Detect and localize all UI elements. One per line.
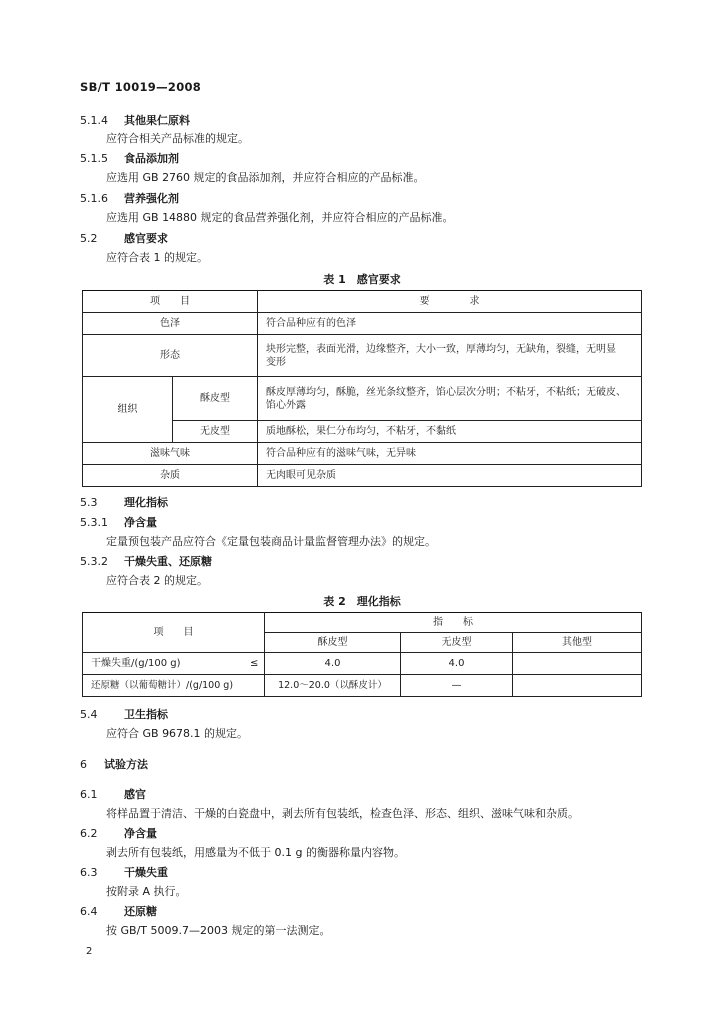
table1-sensory — [82, 290, 642, 487]
section-number: 5.3.1 — [80, 516, 108, 529]
table1-color-label: 色泽 — [83, 313, 258, 335]
section-6-2-heading — [80, 827, 157, 841]
section-5-3-1-heading — [80, 516, 157, 530]
table2-row1-noskin: 4.0 — [401, 653, 513, 675]
section-number: 5.1.6 — [80, 192, 108, 205]
section-number: 5.3.2 — [80, 555, 108, 568]
section-6-1-text: 将样品置于清洁、干燥的白瓷盘中，剥去所有包装纸，检查色泽、形态、组织、滋味气味和杂质。 — [106, 807, 579, 820]
table2-row1-symbol: ≤ — [245, 653, 265, 675]
section-6-4-heading — [80, 905, 157, 919]
section-number: 5.3 — [80, 496, 98, 509]
section-5-1-6-text: 应选用 GB 14880 规定的食品营养强化剂，并应符合相应的产品标准。 — [106, 211, 454, 224]
section-number: 6.4 — [80, 905, 98, 918]
table1-shape-label: 形态 — [83, 335, 258, 377]
table1-texture-label: 组织 — [83, 377, 173, 443]
section-title: 食品添加剂 — [124, 152, 179, 165]
section-title: 营养强化剂 — [124, 192, 179, 205]
table2-row1-crisp: 4.0 — [265, 653, 401, 675]
table1-header-req: 要 求 — [258, 291, 642, 313]
section-6-heading — [80, 758, 148, 772]
section-title: 试验方法 — [104, 758, 148, 771]
section-5-4-heading — [80, 708, 168, 722]
section-6-3-text: 按附录 A 执行。 — [106, 885, 187, 898]
section-title: 其他果仁原料 — [124, 114, 190, 127]
section-5-1-4-heading — [80, 114, 190, 128]
section-title: 感官 — [124, 788, 146, 801]
section-number: 5.4 — [80, 708, 98, 721]
section-number: 5.2 — [80, 232, 98, 245]
table1-impurity-label: 杂质 — [83, 465, 258, 487]
page-number: 2 — [86, 946, 93, 957]
table1-color-req: 符合品种应有的色泽 — [258, 313, 642, 335]
section-5-4-text: 应符合 GB 9678.1 的规定。 — [106, 727, 249, 740]
table1-crisp-req — [258, 377, 642, 421]
section-number: 6.1 — [80, 788, 98, 801]
table2-row2-noskin: — — [401, 675, 513, 697]
table2-caption: 表 2 理化指标 — [323, 595, 401, 608]
table1-header-item: 项 目 — [83, 291, 258, 313]
section-5-1-5-heading — [80, 152, 179, 166]
table1-shape-req — [258, 335, 642, 377]
table2-header-noskin: 无皮型 — [401, 633, 513, 653]
table2-header-other: 其他型 — [513, 633, 642, 653]
section-title: 还原糖 — [124, 905, 157, 918]
section-5-2-heading — [80, 232, 168, 246]
section-title: 感官要求 — [124, 232, 168, 245]
table1-taste-label: 滋味气味 — [83, 443, 258, 465]
section-5-1-5-text: 应选用 GB 2760 规定的食品添加剂，并应符合相应的产品标准。 — [106, 171, 425, 184]
table2-header-crisp: 酥皮型 — [265, 633, 401, 653]
section-5-3-heading — [80, 496, 168, 510]
section-number: 5.1.4 — [80, 114, 108, 127]
section-6-1-heading — [80, 788, 146, 802]
table1-taste-req: 符合品种应有的滋味气味，无异味 — [258, 443, 642, 465]
table2-row1-other — [513, 653, 642, 675]
table1-noskin-req: 质地酥松，果仁分布均匀，不粘牙，不黏纸 — [258, 421, 642, 443]
section-5-3-1-text: 定量预包装产品应符合《定量包装商品计量监督管理办法》的规定。 — [106, 535, 436, 548]
table2-row1-label: 干燥失重/(g/100 g) — [83, 653, 245, 675]
standard-id: SB/T 10019—2008 — [80, 80, 202, 94]
section-6-2-text: 剥去所有包装纸，用感量为不低于 0.1 g 的衡器称量内容物。 — [106, 846, 405, 859]
section-title: 净含量 — [124, 827, 157, 840]
section-number: 6.3 — [80, 866, 98, 879]
table1-crisp-req-line1: 酥皮厚薄均匀，酥脆，丝光条纹整齐，馅心层次分明；不粘牙，不粘纸；无破皮、 — [266, 386, 626, 398]
section-6-4-text: 按 GB/T 5009.7—2003 规定的第一法测定。 — [106, 924, 331, 937]
table1-impurity-req: 无肉眼可见杂质 — [258, 465, 642, 487]
table1-shape-req-line1: 块形完整，表面光滑，边缘整齐，大小一致，厚薄均匀，无缺角，裂缝，无明显 — [266, 343, 616, 355]
section-5-3-2-text: 应符合表 2 的规定。 — [106, 574, 208, 587]
section-title: 理化指标 — [124, 496, 168, 509]
table2-row2-other — [513, 675, 642, 697]
table1-crisp-req-line2: 馅心外露 — [266, 399, 306, 411]
table2-row2-crisp: 12.0～20.0（以酥皮计） — [265, 675, 401, 697]
section-title: 干燥失重 — [124, 866, 168, 879]
table1-noskin-label: 无皮型 — [173, 421, 258, 443]
section-5-2-text: 应符合表 1 的规定。 — [106, 251, 208, 264]
section-5-1-4-text: 应符合相关产品标准的规定。 — [106, 132, 249, 145]
table2-row2-label: 还原糖（以葡萄糖计）/(g/100 g) — [83, 675, 265, 697]
table2-header-item: 项 目 — [83, 613, 265, 653]
section-number: 6.2 — [80, 827, 98, 840]
table1-caption: 表 1 感官要求 — [323, 273, 401, 286]
section-5-3-2-heading — [80, 555, 212, 569]
table2-physicochemical — [82, 612, 642, 697]
section-title: 卫生指标 — [124, 708, 168, 721]
table1-shape-req-line2: 变形 — [266, 356, 286, 368]
table1-crisp-label: 酥皮型 — [173, 377, 258, 421]
section-title: 净含量 — [124, 516, 157, 529]
section-5-1-6-heading — [80, 192, 179, 206]
section-number: 6 — [80, 758, 87, 771]
section-title: 干燥失重、还原糖 — [124, 555, 212, 568]
table2-header-index: 指 标 — [265, 613, 642, 633]
section-number: 5.1.5 — [80, 152, 108, 165]
section-6-3-heading — [80, 866, 168, 880]
